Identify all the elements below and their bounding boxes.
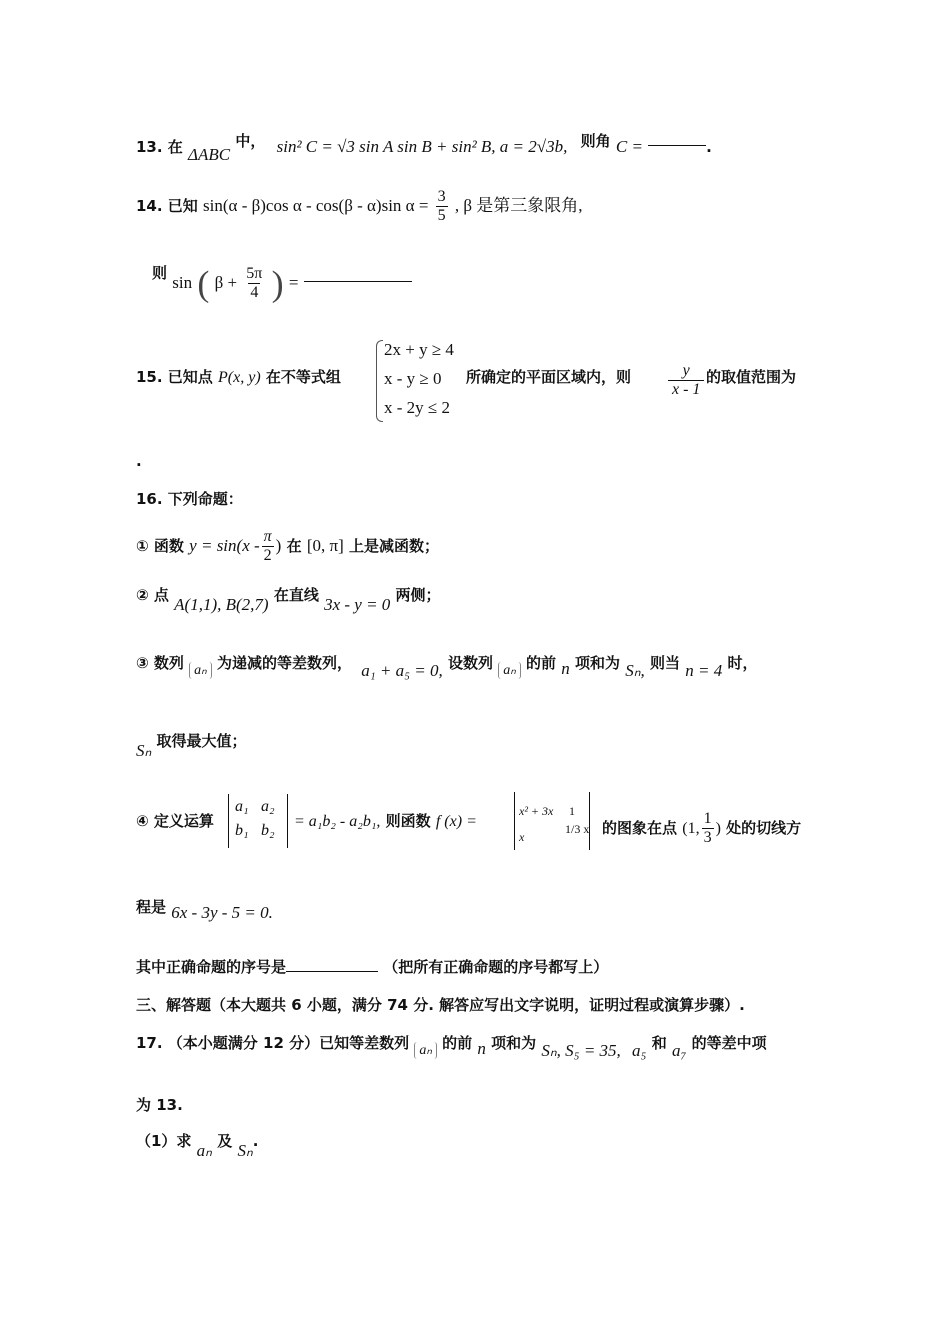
q17-part1-b: 及 — [217, 1132, 233, 1150]
question-15-end — [706, 366, 796, 387]
q17-part-1 — [136, 1130, 258, 1161]
q14-left-paren: ( — [197, 263, 210, 304]
question-15 — [136, 366, 341, 387]
q16-p4-det2-22: 1/3 x — [565, 822, 590, 836]
q16-p4-determinant — [228, 794, 288, 848]
q14-fraction — [436, 188, 448, 225]
q14-frac-num: 3 — [437, 188, 446, 205]
q16-p2-a: ② 点 — [136, 586, 169, 604]
q16-p1-d: 上是减函数； — [348, 537, 439, 555]
q16-p4-det-a2: a₂ — [261, 798, 275, 815]
q17-part1-sn: Sₙ — [237, 1141, 253, 1160]
q14-frac-den: 5 — [437, 207, 446, 224]
q16-p4-determinant-2 — [514, 792, 590, 850]
q13-end: . — [706, 138, 712, 156]
q16-p3-eq2: n = 4 — [685, 661, 723, 680]
q16-p3-h: 取得最大值； — [156, 732, 247, 750]
q15-end: 的取值范围为 — [706, 368, 797, 386]
q17-c: 和 — [651, 1034, 667, 1052]
q16-p1-b: ) — [275, 536, 282, 555]
q14-label: 14. 已知 — [136, 197, 198, 215]
q17-seq: aₙ — [414, 1042, 437, 1059]
q16-p3-a: ③ 数列 — [136, 654, 184, 672]
question-14-line2 — [152, 262, 412, 305]
q13-answer-blank — [648, 145, 706, 146]
q16-p3-n: n — [561, 659, 570, 678]
q16-p1-int: [0, π] — [306, 536, 344, 555]
q15-system-brace — [376, 340, 383, 422]
question-14 — [136, 188, 583, 225]
q14-then: 则 — [152, 264, 168, 282]
q17-s: Sₙ, S₅ = 35, — [541, 1041, 621, 1060]
q17-e: 为 13. — [136, 1096, 183, 1114]
question-15-tail — [466, 366, 631, 387]
q16-p2-c: 两侧； — [395, 586, 441, 604]
q16-p4-det2-21: x — [519, 830, 525, 844]
q14-sin: sin — [172, 273, 193, 292]
q16-answer-blank — [286, 971, 378, 972]
q16-p4-pt-num: 1 — [703, 810, 712, 827]
q16-p3-f: 则当 — [650, 654, 681, 672]
q14-fraction-2 — [244, 265, 264, 302]
question-13 — [136, 130, 712, 165]
q16-p3-e: 项和为 — [575, 654, 621, 672]
q14-f-num: 5π — [246, 265, 263, 282]
q16-p4-e: 程是 — [136, 898, 167, 916]
q16-p4-pt-b: ) — [715, 820, 721, 837]
question-17 — [136, 1032, 767, 1061]
q14-formula-a: sin(α - β)cos α - cos(β - α)sin α = — [203, 196, 429, 215]
q13-mid: 中， — [235, 132, 266, 150]
q16-p4-c: 的图象在点 — [602, 819, 678, 837]
q16-answer-a: 其中正确命题的序号是 — [136, 958, 287, 976]
q16-label: 16. 下列命题： — [136, 490, 243, 508]
q15-fraction — [666, 362, 706, 399]
q16-answer-b: （把所有正确命题的序号都写上） — [383, 958, 609, 976]
q16-proposition-4-b — [294, 810, 477, 831]
q16-p4-det2-12: 1 — [569, 804, 575, 818]
q13-then: 则角 — [580, 132, 611, 150]
q17-label: 17. （本小题满分 12 分）已知等差数列 — [136, 1034, 410, 1052]
q16-p4-det-b2: b₂ — [261, 822, 275, 839]
q16-answer-line — [136, 956, 608, 977]
q16-p3-seq: aₙ — [189, 662, 212, 679]
q17-part1-an: aₙ — [196, 1141, 212, 1160]
q17-n: n — [477, 1039, 486, 1058]
q16-p1-num: π — [263, 528, 272, 545]
q13-formula: sin² C = √3 sin A sin B + sin² B, a = 2√3b, — [276, 137, 568, 156]
q16-p4-eq: = a₁b₂ - a₂b₁, — [294, 813, 381, 830]
q15-mid: 在不等式组 — [265, 368, 341, 386]
q16-p3-c: 设数列 — [447, 654, 493, 672]
q16-p3-b: 为递减的等差数列， — [216, 654, 352, 672]
q15-sys-1: 2x + y ≥ 4 — [384, 340, 454, 359]
q14-right-paren: ) — [271, 263, 284, 304]
q15-label: 15. 已知点 — [136, 368, 213, 386]
q15-frac-num: y — [682, 362, 690, 379]
q16-p3-s: Sₙ, — [625, 661, 645, 680]
q16-p1-f: y = sin(x - — [189, 536, 260, 555]
q16-proposition-4-cont — [136, 896, 273, 923]
q16-p1-a: ① 函数 — [136, 537, 184, 555]
q14-f-den: 4 — [250, 284, 259, 301]
q16-proposition-1 — [136, 528, 439, 565]
q16-p4-pt-a: (1, — [682, 820, 700, 837]
q17-d: 的等差中项 — [691, 1034, 767, 1052]
q14-answer-blank — [304, 281, 412, 282]
q17-b: 项和为 — [491, 1034, 537, 1052]
q16-p3-eq: a₁ + a₅ = 0, — [361, 661, 443, 680]
q15-tail: 所确定的平面区域内，则 — [466, 368, 632, 386]
q16-p2-line: 3x - y = 0 — [324, 595, 391, 614]
q16-p2-pts: A(1,1), B(2,7) — [174, 595, 269, 614]
q16-p3-g: 时， — [727, 654, 758, 672]
q16-proposition-3 — [136, 652, 758, 681]
q14-beta: β + — [214, 273, 238, 292]
q16-proposition-2 — [136, 584, 441, 615]
q17-a: 的前 — [442, 1034, 473, 1052]
q16-p4-det-a1: a₁ — [235, 798, 249, 815]
q16-p3-d: 的前 — [526, 654, 557, 672]
q16-p3-s2: Sₙ — [136, 741, 152, 760]
q16-p1-frac — [262, 528, 274, 565]
q15-point: P(x, y) — [218, 369, 261, 386]
q16-p4-d: 处的切线方 — [726, 819, 802, 837]
q13-var: C = — [615, 137, 643, 156]
q16-p4-fx: f (x) = — [435, 813, 477, 830]
q16-p3-seq-2: aₙ — [498, 662, 521, 679]
q16-p4-det2-11: x² + 3x — [519, 804, 554, 818]
q13-triangle: ΔABC — [188, 145, 231, 164]
q17-part1-a: （1）求 — [136, 1132, 192, 1150]
q16-p1-den: 2 — [263, 547, 272, 564]
q14-formula-b: , β 是第三象限角, — [454, 196, 583, 215]
q15-sys-3: x - 2y ≤ 2 — [384, 398, 450, 417]
q16-p4-b: 则函数 — [385, 812, 431, 830]
q16-p4-eqn: 6x - 3y - 5 = 0. — [171, 903, 273, 922]
q16-p4-pt-den: 3 — [703, 829, 712, 846]
q17-part1-c: . — [252, 1132, 259, 1150]
q16-proposition-3-cont — [136, 730, 247, 761]
q16-p4-a: ④ 定义运算 — [136, 812, 214, 830]
q16-p2-b: 在直线 — [273, 586, 319, 604]
q16-p4-pt-frac — [702, 810, 714, 847]
q17-a7: a₇ — [671, 1041, 687, 1060]
q16-proposition-4 — [136, 810, 214, 831]
q17-a5: a₅ — [632, 1041, 647, 1060]
section-3-heading: 三、解答题（本大题共 6 小题，满分 74 分. 解答应写出文字说明，证明过程或演算步骤）. — [136, 996, 745, 1014]
q16-p4-det-b1: b₁ — [235, 822, 249, 839]
q13-label: 13. 在 — [136, 138, 183, 156]
q16-p1-c: 在 — [286, 537, 302, 555]
q15-frac-den: x - 1 — [668, 380, 704, 399]
q15-sys-2: x - y ≥ 0 — [384, 369, 442, 388]
q16-proposition-4-c — [602, 810, 801, 847]
q14-eq: = — [288, 273, 299, 292]
q15-dot: . — [136, 452, 142, 470]
